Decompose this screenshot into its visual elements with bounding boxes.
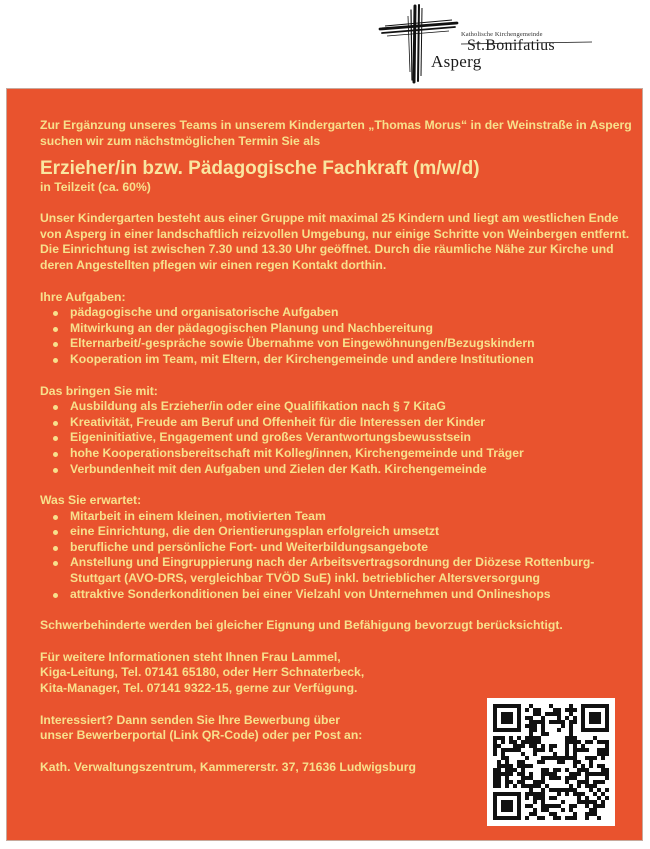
spacer [40, 634, 632, 650]
header [0, 0, 650, 86]
list-item: Anstellung und Eingruppierung nach der Arbeitsvertragsordnung der Diözese Rottenburg-Stuttgart (AVO-DRS, vergleichbar TVÖD SuE) inkl. betrieblicher Altersversorgung [40, 555, 632, 586]
requirements-list [40, 399, 632, 477]
logo-org-small: Katholische Kirchengemeinde [461, 31, 543, 38]
logo-org-place: Asperg [431, 52, 482, 71]
parish-logo [377, 2, 597, 84]
spacer [40, 195, 632, 211]
list-item: Kooperation im Team, mit Eltern, der Kirchengemeinde und andere Institutionen [40, 352, 632, 368]
list-item: eine Einrichtung, die den Orientierungsplan erfolgreich umsetzt [40, 524, 632, 540]
list-item: Kreativität, Freude am Beruf und Offenheit für die Interessen der Kinder [40, 415, 632, 431]
list-item: Mitwirkung an der pädagogischen Planung und Nachbereitung [40, 321, 632, 337]
apply-line: Interessiert? Dann senden Sie Ihre Bewerbung über [40, 712, 341, 727]
list-item: Ausbildung als Erzieher/in oder eine Qualifikation nach § 7 KitaG [40, 399, 632, 415]
list-item: attraktive Sonderkonditionen bei einer Vielzahl von Unternehmen und Onlineshops [40, 587, 632, 603]
disability-note: Schwerbehinderte werden bei gleicher Eignung und Befähigung bevorzugt berücksichtigt. [40, 618, 563, 633]
spacer [40, 274, 632, 290]
list-item: Elternarbeit/-gespräche sowie Übernahme von Eingewöhnungen/Bezugskindern [40, 336, 632, 352]
apply-line: unser Bewerberportal (Link QR-Code) oder per Post an: [40, 728, 363, 743]
application-qr-code[interactable] [487, 698, 615, 826]
description-text: Unser Kindergarten besteht aus einer Gruppe mit maximal 25 Kindern und liegt am westlichen Ende von Asperg in einer landschaftlich reizvollen Umgebung, nur einige Schritte von Weinbergen entfernt. Die Einrichtung ist zwischen 7.30 und 13.30 Uhr geöffnet. Durch die räumliche Nähe zur Kirche und deren Angestellten pflegen wir einen regen Kontakt dorthin. [40, 211, 630, 272]
offer-heading: Was Sie erwartet: [40, 493, 142, 508]
posting-content [40, 118, 632, 775]
list-item: Eigeninitiative, Engagement und großes Verantwortungsbewusstsein [40, 430, 632, 446]
list-item: pädagogische und organisatorische Aufgaben [40, 305, 632, 321]
job-title: Erzieher/in bzw. Pädagogische Fachkraft (m/w/d) [40, 158, 480, 180]
offer-list [40, 509, 632, 603]
spacer [40, 602, 632, 618]
tasks-list [40, 305, 632, 367]
postal-address: Kath. Verwaltungszentrum, Kammererstr. 37, 71636 Ludwigsburg [40, 759, 416, 774]
list-item: Verbundenheit mit den Aufgaben und Zielen der Kath. Kirchengemeinde [40, 462, 632, 478]
list-item: Mitarbeit in einem kleinen, motivierten Team [40, 509, 632, 525]
contact-line: Kiga-Leitung, Tel. 07141 65180, oder Herr Schnaterbeck, [40, 665, 365, 680]
logo-org-name: St.Bonifatius [467, 37, 555, 54]
list-item: hohe Kooperationsbereitschaft mit Kolleg/innen, Kirchengemeinde und Träger [40, 446, 632, 462]
spacer [40, 477, 632, 493]
contact-line: Für weitere Informationen steht Ihnen Frau Lammel, [40, 649, 341, 664]
intro-text: Zur Ergänzung unseres Teams in unserem Kindergarten „Thomas Morus“ in der Weinstraße in Asperg suchen wir zum nächstmöglichen Termin Sie als [40, 118, 632, 148]
contact-line: Kita-Manager, Tel. 07141 9322-15, gerne zur Verfügung. [40, 681, 358, 696]
job-subtitle: in Teilzeit (ca. 60%) [40, 180, 151, 195]
spacer [40, 368, 632, 384]
tasks-heading: Ihre Aufgaben: [40, 289, 126, 304]
list-item: berufliche und persönliche Fort- und Weiterbildungsangebote [40, 540, 632, 556]
requirements-heading: Das bringen Sie mit: [40, 383, 158, 398]
qr-code-icon [487, 698, 615, 826]
